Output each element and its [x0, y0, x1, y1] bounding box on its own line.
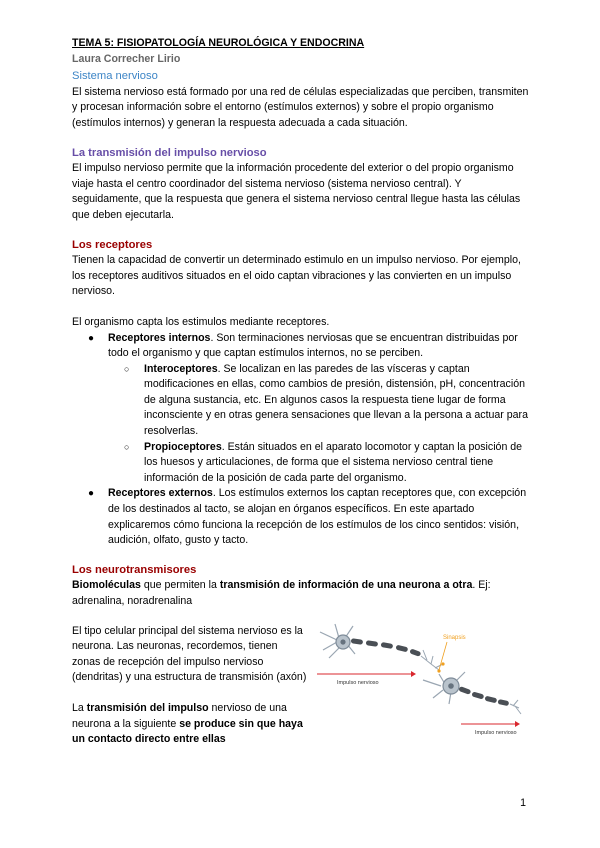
impulse-label-top: Impulso nervioso — [337, 679, 379, 686]
paragraph-biomoleculas — [72, 578, 532, 609]
list-item-propioceptores — [108, 440, 532, 487]
list-item-interoceptores — [108, 362, 532, 440]
axon-1 — [351, 638, 422, 657]
neurona-text-column — [72, 624, 308, 748]
paragraph-receptores-1: Tienen la capacidad de convertir un determinado estimulo en un impulso nervioso. Por ejemplo, los receptores auditivos situados en el oido captan vibraciones y las convierten en un impulso nervioso. — [72, 254, 521, 298]
term-receptores-externos: Receptores externos — [108, 487, 213, 500]
synapse-diagram — [315, 620, 525, 760]
circle-bullet-icon: ○ — [124, 441, 130, 452]
heading-neurotransmisores: Los neurotransmisores — [72, 563, 197, 576]
paragraph-transmision: El impulso nervioso permite que la información procedente del exterior o del propio organismo viaje hasta el centro coordinador del sistema nervioso (sistema nervioso central). Y seguidamente, que la respuesta que genera el sistema nervioso central llegue hasta las células que deben ejecutarla. — [72, 162, 521, 221]
heading-transmision: La transmisión del impulso nervioso — [72, 146, 267, 159]
page-number: 1 — [520, 797, 526, 809]
axon-terminal-2 — [510, 700, 521, 714]
neurona-section — [72, 624, 532, 764]
heading-sistema-nervioso: Sistema nervioso — [72, 70, 158, 83]
term-receptores-internos: Receptores internos — [108, 331, 211, 344]
imp-b-text: transmisión del impulso — [86, 701, 209, 714]
impulse-arrow-bottom — [461, 721, 520, 736]
bullet-icon: ● — [88, 332, 95, 344]
impulse-arrow-top — [317, 671, 416, 686]
bio-mid-text: que permiten la — [140, 579, 220, 592]
internos-sublist — [108, 362, 532, 487]
term-propioceptores: Propioceptores — [144, 440, 222, 453]
desc-interoceptores: . Se localizan en las paredes de las vísceras y captan modificaciones en ellas, como cambios de presión, distensión, pH, concentración de alguna sustancia, etc. En algunos casos la respuesta tiene lugar de forma inconsciente y en otras genera sensaciones que llevan a la persona a actuar para resolverlas. — [144, 362, 528, 438]
document-title: TEMA 5: FISIOPATOLOGÍA NEUROLÓGICA Y ENDOCRINA — [72, 37, 365, 49]
axon-terminal-1 — [421, 650, 445, 673]
paragraph-receptores-2: El organismo capta los estimulos mediante receptores. — [72, 315, 330, 328]
sinapsis-label: Sinapsis — [443, 634, 466, 641]
paragraph-transmision-impulso — [72, 701, 308, 748]
imp-a-text: La — [72, 701, 87, 714]
term-interoceptores: Interoceptores — [144, 362, 218, 375]
bio-end-text: . Ej: adrenalina, noradrenalina — [72, 579, 491, 607]
term-biomoleculas: Biomoléculas — [72, 579, 141, 592]
imp-c-text: nervioso de una neurona a la siguiente — [72, 701, 287, 730]
axon-2 — [458, 686, 509, 706]
list-item-receptores-internos — [72, 331, 532, 487]
desc-receptores-internos: . Son terminaciones nerviosas que se encuentran distribuidas por todo el organismo y que captan estímulos internos, no se perciben. — [108, 331, 518, 360]
impulse-label-bottom: Impulso nervioso — [475, 729, 517, 736]
circle-bullet-icon: ○ — [124, 363, 130, 374]
bio-bold-text: transmisión de información de una neurona a otra — [219, 579, 473, 592]
neuron-1 — [320, 624, 355, 658]
imp-d-text: se produce sin que haya un contacto directo entre ellas — [72, 717, 303, 746]
desc-propioceptores: . Están situados en el aparato locomotor y captan la posición de los huesos y articulaciones, de forma que el sistema nervioso central tiene información de la posición de cada parte del organismo. — [144, 440, 523, 484]
heading-receptores: Los receptores — [72, 238, 153, 251]
list-item-receptores-externos — [72, 486, 532, 548]
author-name: Laura Correcher Lirio — [72, 52, 181, 65]
document-page — [72, 36, 532, 764]
desc-receptores-externos: . Los estímulos externos los captan receptores que, con excepción de los destinados al tacto, se alojan en órganos específicos. En este apartado explicaremos cómo funciona la recepción de los estímulos de los cinco sentidos: visión, audición, olfato, gusto y tacto. — [108, 487, 527, 547]
paragraph-neurona: El tipo celular principal del sistema nervioso es la neurona. Las neuronas, recordemos, tienen zonas de recepción del impulso nervioso (dendritas) y una estructura de transmisión (axón) — [72, 624, 307, 684]
bullet-icon: ● — [88, 488, 95, 500]
receptores-list — [72, 331, 532, 549]
paragraph-sistema-nervioso: El sistema nervioso está formado por una red de células especializadas que perciben, transmiten y procesan información sobre el entorno (estímulos externos) y sobre el propio organismo (estímulos internos) y generan la respuesta adecuada a cada situación. — [72, 85, 529, 129]
